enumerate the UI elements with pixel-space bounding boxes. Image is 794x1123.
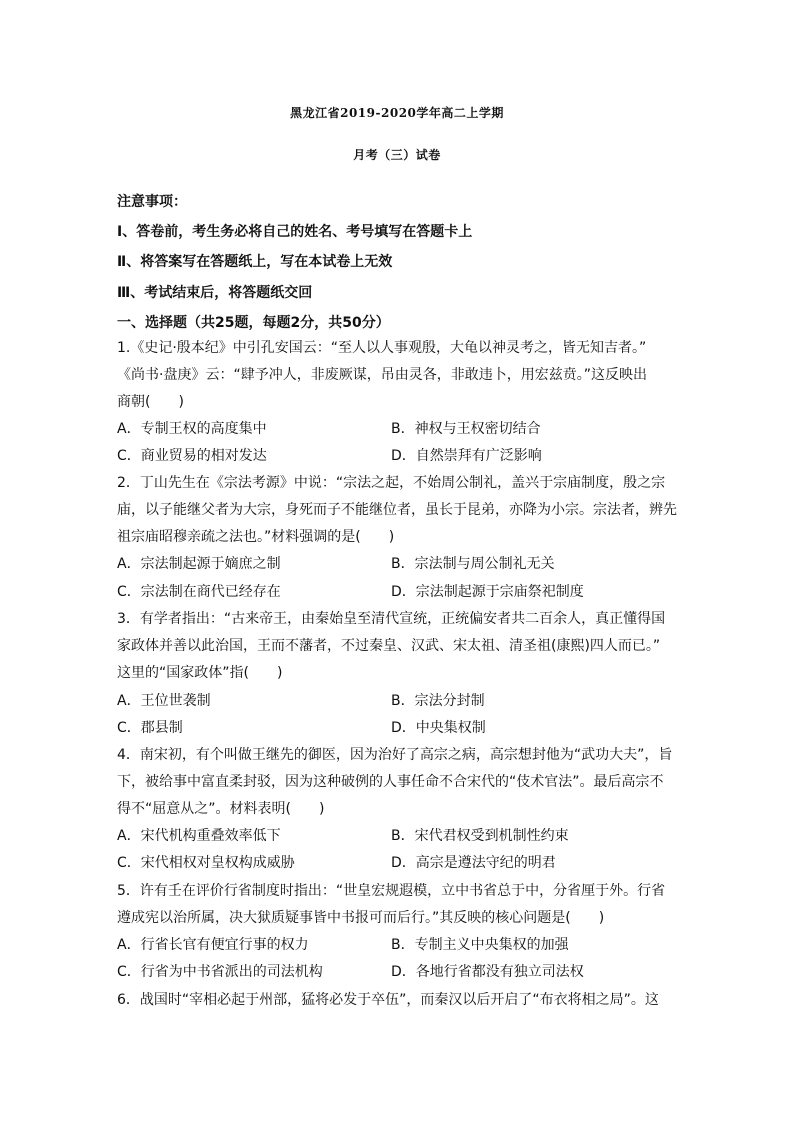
question-1-line-1: 1.《史记·殷本纪》中引孔安国云：“至人以人事观殷，大龟以神灵考之，皆无知吉者。” (117, 340, 647, 356)
question-3-line-1: 3．有学者指出：“古来帝王，由秦始皇至清代宣统，正统偏安者共二百余人，真正懂得国 (117, 611, 666, 627)
question-3-line-3: 这里的“国家政体”指( ) (117, 665, 283, 681)
exam-title-line2: 月考（三）试卷 (353, 148, 441, 162)
question-2-line-3: 祖宗庙昭穆亲疏之法也。”材料强调的是( ) (117, 529, 395, 545)
question-3-option-c: C．郡县制 (117, 720, 183, 736)
question-5-option-a: A．行省长官有便宜行事的权力 (117, 937, 309, 953)
question-4-option-c: C．宋代相权对皇权构成威胁 (117, 855, 295, 871)
question-2-line-1: 2．丁山先生在《宗法考源》中说：“宗法之起，不始周公制礼，盖兴于宗庙制度，殷之宗 (117, 475, 666, 491)
question-3-option-b: B．宗法分封制 (391, 693, 485, 709)
notes-heading: 注意事项： (117, 194, 187, 210)
question-4-option-a: A．宋代机构重叠效率低下 (117, 828, 281, 844)
exam-title-line1: 黑龙江省2019-2020学年高二上学期 (290, 106, 504, 120)
question-5-option-d: D．各地行省都没有独立司法权 (391, 964, 584, 980)
question-3-line-2: 家政体并善以此治国，王而不藩者，不过秦皇、汉武、宋太祖、清圣祖(康熙)四人而已。” (117, 638, 661, 654)
question-1-option-a: A．专制王权的高度集中 (117, 421, 267, 437)
question-2-option-c: C．宗法制在商代已经存在 (117, 584, 281, 600)
question-1-option-c: C．商业贸易的相对发达 (117, 448, 267, 464)
question-5-line-1: 5．许有壬在评价行省制度时指出：“世皇宏规遐模，立中书省总于中，分省厘于外。行省 (117, 883, 666, 899)
question-4-line-2: 下，被给事中富直柔封驳，因为这种破例的人事任命不合宋代的“伎术官法”。最后高宗不 (117, 774, 664, 790)
question-5-line-2: 遵成宪以治所属，决大狱质疑事皆中书报可而后行。”其反映的核心问题是( ) (117, 910, 605, 926)
question-4-option-b: B．宋代君权受到机制性约束 (391, 828, 569, 844)
question-5-option-c: C．行省为中书省派出的司法机构 (117, 964, 323, 980)
question-3-option-a: A．王位世袭制 (117, 693, 211, 709)
question-4-line-1: 4．南宋初，有个叫做王继先的御医，因为治好了高宗之病，高宗想封他为“武功大夫”，旨 (117, 747, 673, 763)
question-2-line-2: 庙，以子能继父者为大宗，身死而子不能继位者，虽长于昆弟，亦降为小宗。宗法者，辨先 (117, 502, 677, 518)
section-heading: 一、选择题（共25题，每题2分，共50分） (117, 315, 390, 331)
question-6-line-1: 6．战国时“宰相必起于州部，猛将必发于卒伍”，而秦汉以后开启了“布衣将相之局”。这 (117, 992, 659, 1008)
question-5-option-b: B．专制主义中央集权的加强 (391, 937, 569, 953)
question-2-option-d: D．宗法制起源于宗庙祭祀制度 (391, 584, 584, 600)
note-item-2: Ⅱ、将答案写在答题纸上，写在本试卷上无效 (117, 254, 393, 270)
question-2-option-a: A．宗法制起源于嫡庶之制 (117, 556, 281, 572)
question-1-line-3: 商朝( ) (117, 394, 184, 410)
note-item-3: Ⅲ、考试结束后，将答题纸交回 (117, 285, 313, 301)
question-4-line-3: 得不“屈意从之”。材料表明( ) (117, 801, 325, 817)
question-1-line-2: 《尚书·盘庚》云：“肆予冲人，非废厥谋，吊由灵各，非敢违卜，用宏兹贲。”这反映出 (117, 367, 647, 383)
question-3-option-d: D．中央集权制 (391, 720, 486, 736)
question-4-option-d: D．高宗是遵法守纪的明君 (391, 855, 556, 871)
question-2-option-b: B．宗法制与周公制礼无关 (391, 556, 555, 572)
question-1-option-b: B．神权与王权密切结合 (391, 421, 541, 437)
question-1-option-d: D．自然崇拜有广泛影响 (391, 448, 542, 464)
note-item-1: Ⅰ、答卷前，考生务必将自己的姓名、考号填写在答题卡上 (117, 224, 473, 240)
